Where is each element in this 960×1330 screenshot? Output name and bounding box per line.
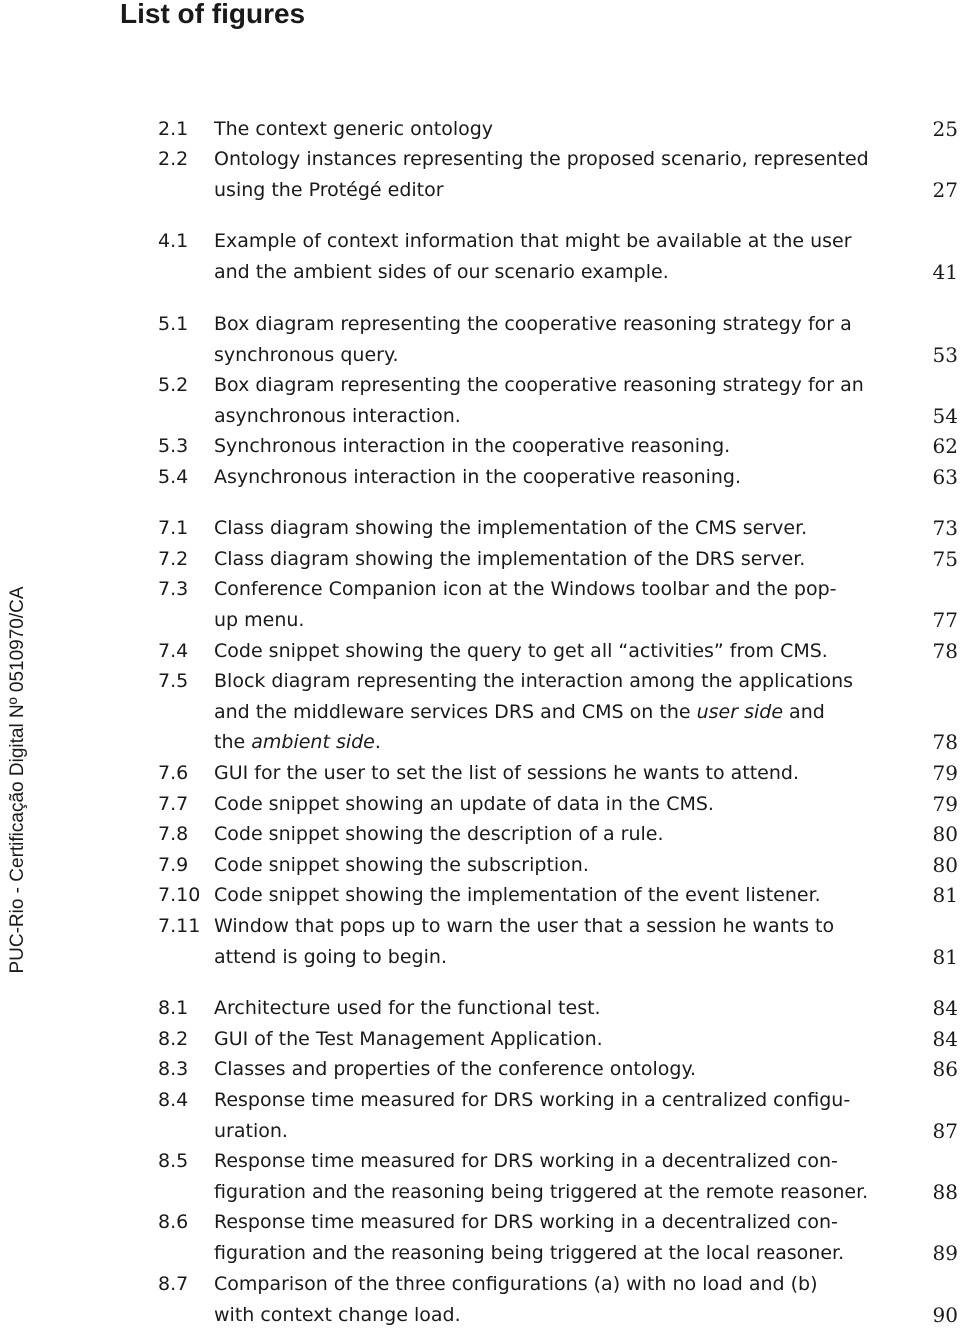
caption-line: GUI for the user to set the list of sessions he wants to attend.: [214, 762, 799, 784]
caption-line: Class diagram showing the implementation of the DRS server.: [214, 548, 806, 570]
caption-line: Response time measured for DRS working in a centralized configu-: [214, 1089, 851, 1111]
caption-line: Block diagram representing the interaction among the applications: [214, 670, 854, 692]
figure-number: 5.2: [158, 374, 189, 396]
figure-number: 7.4: [158, 640, 189, 662]
figure-page-number: 84: [932, 1027, 958, 1051]
figure-number: 8.1: [158, 997, 189, 1019]
caption-line: GUI of the Test Management Application.: [214, 1028, 603, 1050]
figure-page-number: 79: [932, 761, 958, 785]
caption-line: Code snippet showing an update of data in the CMS.: [214, 793, 714, 815]
caption-line: The context generic ontology: [214, 118, 494, 140]
figure-number: 8.4: [158, 1089, 189, 1111]
caption-line: the ambient side.: [214, 731, 381, 754]
caption-line: figuration and the reasoning being triggered at the remote reasoner.: [214, 1180, 869, 1203]
figure-number: 8.6: [158, 1211, 189, 1233]
page-title: List of figures: [120, 0, 306, 29]
caption-line: Conference Companion icon at the Windows toolbar and the pop-: [214, 578, 837, 600]
figure-caption: [214, 544, 914, 575]
caption-line: using the Protégé editor: [214, 178, 444, 201]
figure-caption: [214, 789, 914, 820]
figure-page-number: 79: [932, 792, 958, 816]
figure-caption: [214, 431, 914, 462]
figure-caption: [214, 758, 914, 789]
figure-page-number: 41: [932, 259, 958, 284]
caption-line: uration.: [214, 1119, 288, 1142]
figure-number: 8.2: [158, 1028, 189, 1050]
caption-line: attend is going to begin.: [214, 945, 447, 968]
caption-line: Classes and properties of the conference ontology.: [214, 1058, 697, 1080]
figure-caption: [214, 1054, 914, 1085]
caption-line: with context change load.: [214, 1303, 461, 1326]
caption-line: up menu.: [214, 608, 305, 631]
caption-line: Code snippet showing the implementation of the event listener.: [214, 884, 821, 906]
caption-line: Asynchronous interaction in the cooperative reasoning.: [214, 466, 742, 488]
figure-page-number: 81: [932, 883, 958, 907]
figure-caption: [214, 1207, 914, 1268]
figure-number: 7.10: [158, 884, 201, 906]
figure-caption: [214, 819, 914, 850]
caption-line: Architecture used for the functional test.: [214, 997, 601, 1019]
caption-line: Response time measured for DRS working in a decentralized con-: [214, 1211, 838, 1233]
italic-term: user side: [696, 700, 784, 723]
figure-caption: [214, 636, 914, 667]
figure-caption: [214, 513, 914, 544]
figure-number: 2.1: [158, 118, 189, 140]
caption-line: Comparison of the three configurations (a) with no load and (b): [214, 1273, 818, 1295]
figure-number: 5.4: [158, 466, 189, 488]
figure-number: 7.9: [158, 854, 189, 876]
figure-page-number: 25: [932, 117, 958, 141]
caption-line: Code snippet showing the subscription.: [214, 854, 589, 876]
figure-page-number: 75: [932, 547, 958, 571]
italic-term: ambient side: [251, 731, 375, 754]
figure-page-number: 80: [932, 853, 958, 877]
figure-caption: [214, 1085, 914, 1146]
figure-caption: [214, 850, 914, 881]
figure-number: 7.11: [158, 915, 201, 937]
figure-page-number: 78: [932, 639, 958, 663]
figure-page-number: 27: [932, 177, 958, 202]
figure-page-number: 63: [932, 465, 958, 489]
figure-number: 8.5: [158, 1150, 189, 1172]
figure-number: 4.1: [158, 230, 189, 252]
figure-caption: [214, 574, 914, 635]
figure-page-number: 54: [932, 403, 958, 428]
figure-caption: [214, 993, 914, 1024]
figure-number: 7.7: [158, 793, 189, 815]
figure-number: 7.6: [158, 762, 189, 784]
figure-page-number: 78: [932, 730, 958, 755]
caption-line: synchronous query.: [214, 343, 399, 366]
figure-number: 2.2: [158, 148, 189, 170]
caption-line: Ontology instances representing the proposed scenario, represented: [214, 148, 869, 170]
figure-page-number: 62: [932, 434, 958, 458]
figure-page-number: 86: [932, 1057, 958, 1081]
caption-line: and the middleware services DRS and CMS on the user side and: [214, 700, 825, 723]
caption-line: figuration and the reasoning being triggered at the local reasoner.: [214, 1241, 845, 1264]
caption-line: asynchronous interaction.: [214, 404, 461, 427]
figure-caption: [214, 114, 914, 145]
caption-line: Example of context information that might be available at the user: [214, 230, 852, 252]
figure-page-number: 88: [932, 1179, 958, 1204]
figure-page-number: 87: [932, 1118, 958, 1143]
figure-number: 5.3: [158, 435, 189, 457]
figure-caption: [214, 880, 914, 911]
figure-number: 7.3: [158, 578, 189, 600]
figure-number: 7.1: [158, 517, 189, 539]
figure-page-number: 53: [932, 342, 958, 367]
caption-line: Box diagram representing the cooperative reasoning strategy for a: [214, 313, 852, 335]
figure-number: 8.3: [158, 1058, 189, 1080]
figure-caption: [214, 1269, 914, 1330]
caption-line: Response time measured for DRS working in a decentralized con-: [214, 1150, 838, 1172]
caption-line: and the ambient sides of our scenario example.: [214, 260, 669, 283]
figure-page-number: 80: [932, 822, 958, 846]
figure-number: 7.8: [158, 823, 189, 845]
caption-line: Class diagram showing the implementation of the CMS server.: [214, 517, 808, 539]
figure-caption: [214, 370, 914, 431]
figure-caption: [214, 666, 914, 758]
figure-caption: [214, 911, 914, 972]
caption-line: Window that pops up to warn the user that a session he wants to: [214, 915, 835, 937]
figure-number: 7.5: [158, 670, 189, 692]
figure-page-number: 90: [932, 1302, 958, 1327]
figure-caption: [214, 1024, 914, 1055]
figure-page-number: 84: [932, 996, 958, 1020]
figure-number: 7.2: [158, 548, 189, 570]
figure-page-number: 81: [932, 944, 958, 969]
figure-number: 8.7: [158, 1273, 189, 1295]
figure-caption: [214, 226, 914, 287]
figure-caption: [214, 309, 914, 370]
caption-line: Code snippet showing the query to get all “activities” from CMS.: [214, 640, 828, 662]
certification-watermark: PUC-Rio - Certificação Digital Nº 0510970/CA: [7, 586, 28, 974]
caption-line: Code snippet showing the description of a rule.: [214, 823, 664, 845]
figure-caption: [214, 144, 914, 205]
figure-number: 5.1: [158, 313, 189, 335]
figure-caption: [214, 462, 914, 493]
figure-caption: [214, 1146, 914, 1207]
figure-page-number: 73: [932, 516, 958, 540]
figure-page-number: 89: [932, 1240, 958, 1265]
figure-page-number: 77: [932, 607, 958, 632]
caption-line: Synchronous interaction in the cooperative reasoning.: [214, 435, 731, 457]
caption-line: Box diagram representing the cooperative reasoning strategy for an: [214, 374, 864, 396]
